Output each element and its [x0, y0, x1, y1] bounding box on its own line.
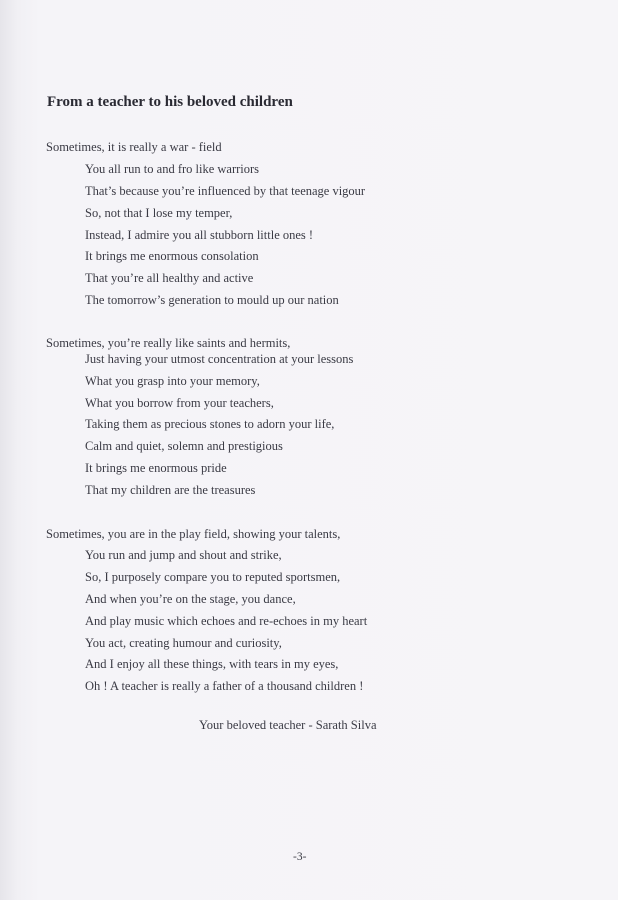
stanza-2-line-8: That my children are the treasures: [85, 483, 256, 497]
stanza-1-line-7: That you’re all healthy and active: [85, 271, 254, 285]
stanza-2-line-6: Calm and quiet, solemn and prestigious: [85, 439, 283, 453]
stanza-1-line-6: It brings me enormous consolation: [85, 249, 259, 263]
stanza-2-line-5: Taking them as precious stones to adorn your life,: [85, 417, 335, 431]
page-number: -3-: [293, 851, 307, 863]
stanza-2-line-2: Just having your utmost concentration at your lessons: [85, 352, 354, 366]
stanza-2-line-4: What you borrow from your teachers,: [85, 396, 274, 410]
stanza-2-line-1: Sometimes, you’re really like saints and hermits,: [46, 336, 291, 350]
poem-title: From a teacher to his beloved children: [47, 94, 293, 110]
stanza-1-line-4: So, not that I lose my temper,: [85, 206, 233, 220]
stanza-3-line-6: You act, creating humour and curiosity,: [85, 636, 282, 650]
stanza-1-line-8: The tomorrow’s generation to mould up our nation: [85, 293, 339, 307]
stanza-2-line-7: It brings me enormous pride: [85, 461, 227, 475]
stanza-3-line-5: And play music which echoes and re-echoes in my heart: [85, 614, 368, 628]
stanza-2-line-3: What you grasp into your memory,: [85, 374, 260, 388]
stanza-3-line-7: And I enjoy all these things, with tears in my eyes,: [85, 657, 339, 671]
stanza-3-line-2: You run and jump and shout and strike,: [85, 548, 282, 562]
stanza-1-line-3: That’s because you’re influenced by that teenage vigour: [85, 184, 366, 198]
stanza-1-line-5: Instead, I admire you all stubborn little ones !: [85, 228, 314, 242]
stanza-1-line-1: Sometimes, it is really a war - field: [46, 140, 222, 154]
stanza-3-line-8: Oh ! A teacher is really a father of a thousand children !: [85, 679, 364, 693]
stanza-3-line-3: So, I purposely compare you to reputed sportsmen,: [85, 570, 341, 584]
stanza-1-line-2: You all run to and fro like warriors: [85, 162, 260, 176]
signature-line: Your beloved teacher - Sarath Silva: [199, 718, 377, 732]
stanza-3-line-1: Sometimes, you are in the play field, showing your talents,: [46, 527, 341, 541]
stanza-3-line-4: And when you’re on the stage, you dance,: [85, 592, 296, 606]
